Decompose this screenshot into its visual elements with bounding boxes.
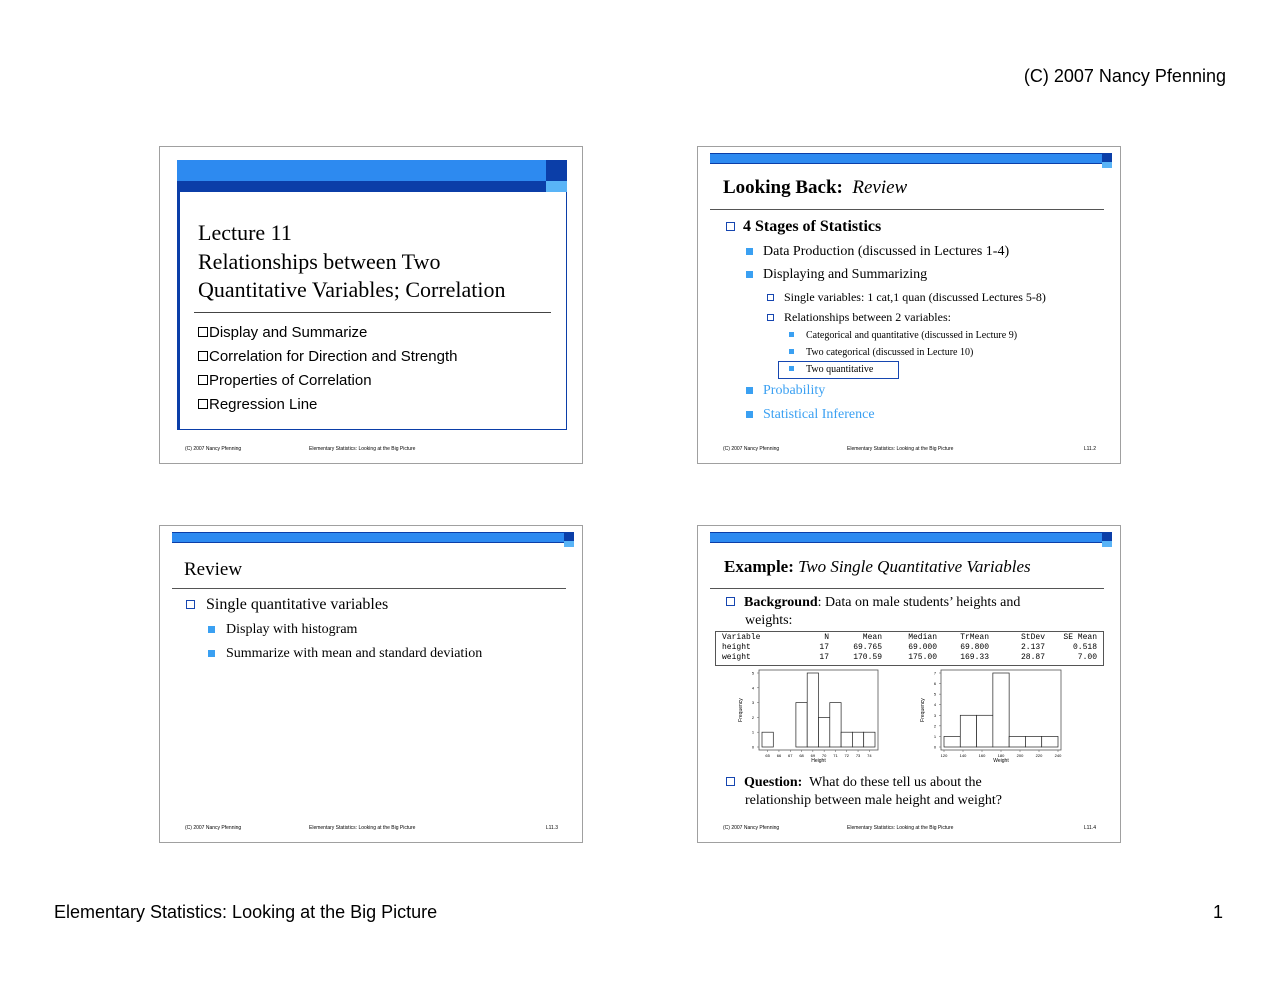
x-tick-label: 140 [959, 753, 967, 758]
table-cell: 7.00 [1077, 653, 1097, 662]
title-line-1: Lecture 11 [198, 220, 292, 245]
page-footer-title: Elementary Statistics: Looking at the Big Picture [54, 902, 438, 922]
bullet-stages [726, 218, 881, 236]
bullet-icon [789, 332, 794, 337]
bullet-icon [746, 271, 753, 278]
list-item [789, 364, 873, 375]
x-tick-label: 240 [1054, 753, 1062, 758]
question-text-cont: relationship between male height and weight? [745, 793, 1002, 808]
list-item-label: Single quantitative variables [206, 596, 389, 613]
slide-2 [697, 146, 1121, 464]
list-item-label: Display with histogram [226, 622, 358, 637]
bullet-icon [726, 777, 735, 786]
histogram-bar [1025, 736, 1041, 747]
table-cell: 69.000 [908, 643, 937, 652]
histogram-bar [977, 715, 993, 747]
title-divider [172, 588, 566, 589]
table-cell: weight [722, 653, 751, 662]
list-item [746, 383, 825, 399]
list-item [198, 324, 367, 341]
histogram-bar [1009, 736, 1025, 747]
list-item [208, 622, 357, 638]
list-item-label: Categorical and quantitative (discussed in Lecture 9) [806, 330, 1018, 341]
histogram-bar [944, 736, 960, 747]
slide-top-bar-square [564, 532, 574, 541]
question-label: Question: [744, 775, 803, 790]
list-item-label: Summarize with mean and standard deviation [226, 646, 483, 661]
slide-3 [159, 525, 583, 843]
slide-top-bar-square-light [1102, 162, 1112, 168]
table-cell: 0.518 [1072, 643, 1097, 652]
y-tick-label: 4 [933, 702, 937, 708]
table-header-cell: StDev [1020, 633, 1045, 642]
x-axis-label: Height [811, 758, 826, 764]
histogram-bar [830, 703, 841, 747]
x-tick-label: 120 [940, 753, 948, 758]
bullet-icon [767, 314, 774, 321]
slide-footer-copyright: (C) 2007 Nancy Pfenning [723, 446, 780, 452]
background-text: : Data on male students’ heights and [817, 595, 1021, 610]
list-item [208, 646, 482, 662]
title-bold: Example: [724, 557, 794, 576]
list-item [746, 267, 927, 283]
histogram-bar [960, 715, 976, 747]
x-tick-label: 69 [810, 753, 816, 758]
table-cell: 175.00 [908, 653, 937, 662]
table-header-cell: Median [908, 633, 937, 642]
table-header-cell: Mean [862, 633, 882, 642]
x-tick-label: 180 [997, 753, 1005, 758]
y-tick-label: 4 [751, 685, 755, 691]
title-divider [710, 209, 1104, 210]
title-line-3: Quantitative Variables; Correlation [198, 277, 506, 302]
table-row [722, 643, 1097, 653]
slide-footer-copyright: (C) 2007 Nancy Pfenning [723, 825, 780, 831]
table-row [722, 653, 1097, 663]
list-item-label: Data Production (discussed in Lectures 1-4) [763, 244, 1010, 259]
slide-top-bar-square [1102, 532, 1112, 541]
slide-footer-course: Elementary Statistics: Looking at the Big Picture [847, 825, 954, 831]
list-item-label: Regression Line [209, 396, 318, 413]
slide-footer-copyright: (C) 2007 Nancy Pfenning [185, 825, 242, 831]
list-item [198, 372, 372, 389]
checkbox-icon [198, 375, 208, 385]
x-tick-label: 66 [776, 753, 782, 758]
list-item-label: Statistical Inference [763, 407, 875, 422]
table-cell: 69.800 [960, 643, 989, 652]
slide-footer-course: Elementary Statistics: Looking at the Big Picture [847, 446, 954, 452]
table-cell: 17 [819, 653, 829, 662]
slide-1 [159, 146, 583, 464]
histogram-bar [807, 673, 818, 747]
histogram-bar [1042, 736, 1058, 747]
slide-top-bar-square [1102, 153, 1112, 162]
x-tick-label: 71 [833, 753, 838, 758]
histogram-bar [852, 732, 863, 747]
x-tick-label: 74 [867, 753, 872, 758]
x-tick-label: 73 [855, 753, 861, 758]
table-cell: 170.59 [853, 653, 882, 662]
bullet-icon [767, 294, 774, 301]
list-item [789, 330, 1017, 341]
bullet-icon [208, 626, 215, 633]
y-tick-label: 5 [751, 670, 755, 676]
slide-top-bar [172, 532, 564, 543]
table-header [722, 633, 1097, 643]
x-tick-label: 72 [844, 753, 849, 758]
table-header-cell: SE Mean [1063, 633, 1097, 642]
histogram-bar [864, 732, 875, 747]
bullet-label: 4 Stages of Statistics [743, 218, 882, 235]
list-item [746, 407, 875, 423]
bullet-icon [186, 600, 195, 609]
title-left-bar [177, 192, 180, 430]
list-item-label: Two categorical (discussed in Lecture 10) [806, 347, 974, 358]
slide-top-bar [710, 153, 1102, 164]
list-item-label: Probability [763, 383, 826, 398]
table-cell: 69.765 [853, 643, 882, 652]
bullet-icon [726, 597, 735, 606]
title-bold: Looking Back: [723, 177, 843, 198]
y-tick-label: 3 [751, 700, 755, 706]
slide-4-title [724, 557, 1031, 577]
table-cell: height [722, 643, 751, 652]
list-item [767, 310, 951, 325]
table-header-cell: TrMean [960, 633, 989, 642]
x-tick-label: 70 [821, 753, 827, 758]
bullet-icon [746, 248, 753, 255]
table-header-cell: N [824, 633, 829, 642]
question-text: What do these tell us about the [809, 775, 982, 790]
stats-table [715, 631, 1104, 666]
histogram-bar [841, 732, 852, 747]
checkbox-icon [198, 327, 208, 337]
slide-footer-course: Elementary Statistics: Looking at the Big Picture [309, 446, 416, 452]
title-divider [710, 588, 1104, 589]
background-text-cont: weights: [745, 613, 793, 628]
list-item-label: Properties of Correlation [209, 372, 372, 389]
y-tick-label: 0 [751, 744, 755, 750]
table-cell: 28.87 [1020, 653, 1045, 662]
y-tick-label: 5 [933, 691, 937, 697]
y-tick-label: 2 [751, 714, 755, 720]
y-tick-label: 7 [933, 670, 937, 676]
bullet-icon [726, 222, 735, 231]
background-label: Background [744, 595, 818, 610]
y-tick-label: 1 [751, 729, 755, 735]
table-cell: 17 [819, 643, 829, 652]
slide-footer-copyright: (C) 2007 Nancy Pfenning [185, 446, 242, 452]
list-item [746, 244, 1009, 260]
slide-number: L11.2 [1083, 446, 1096, 452]
y-axis-label: Frequency [920, 698, 926, 722]
slide-number: L11.4 [1083, 825, 1096, 831]
x-tick-label: 67 [788, 753, 793, 758]
list-item-label: Relationships between 2 variables: [784, 310, 951, 324]
list-item [789, 347, 973, 358]
histogram-bar [796, 703, 807, 747]
title-divider [194, 312, 551, 313]
title-italic: Two Single Quantitative Variables [798, 557, 1031, 576]
page-header: (C) 2007 Nancy Pfenning [1023, 66, 1226, 86]
list-item-label: Display and Summarize [209, 324, 368, 341]
title-band-dark [177, 181, 546, 192]
table-cell: 2.137 [1020, 643, 1045, 652]
slide-number: L11.3 [545, 825, 558, 831]
bullet-question [726, 774, 1002, 810]
histograms [698, 666, 1120, 771]
x-tick-label: 65 [765, 753, 770, 758]
slide-4 [697, 525, 1121, 843]
table-cell: 169.33 [960, 653, 989, 662]
table-header-cell: Variable [722, 633, 761, 642]
x-tick-label: 160 [978, 753, 986, 758]
slide-3-title: Review [184, 559, 243, 580]
y-tick-label: 3 [933, 712, 937, 718]
y-tick-label: 0 [933, 744, 937, 750]
bullet-icon [746, 411, 753, 418]
title-band [177, 160, 546, 181]
y-tick-label: 1 [933, 733, 937, 739]
list-item-label: Correlation for Direction and Strength [209, 348, 458, 365]
x-tick-label: 68 [799, 753, 804, 758]
list-item-label: Displaying and Summarizing [763, 267, 928, 282]
histogram-bar [819, 717, 830, 747]
checkbox-icon [198, 351, 208, 361]
slide-top-bar-square-light [1102, 541, 1112, 547]
bullet-icon [208, 650, 215, 657]
y-tick-label: 2 [933, 723, 937, 729]
list-item [198, 348, 457, 365]
x-tick-label: 220 [1035, 753, 1043, 758]
slide-footer-course: Elementary Statistics: Looking at the Big Picture [309, 825, 416, 831]
y-tick-label: 6 [933, 681, 937, 687]
title-line-2: Relationships between Two [198, 248, 441, 274]
list-item [767, 290, 1046, 305]
histogram-bar [762, 732, 773, 747]
x-tick-label: 200 [1016, 753, 1024, 758]
slide-top-bar [710, 532, 1102, 543]
title-italic: Review [852, 177, 908, 198]
slide-2-title [723, 177, 907, 199]
y-axis-label: Frequency [738, 698, 744, 722]
list-item [198, 396, 317, 413]
slide-top-bar-square-light [564, 541, 574, 547]
list-item [186, 596, 388, 614]
list-item-label: Two quantitative [806, 364, 874, 375]
bullet-background [726, 594, 1020, 630]
page-number: 1 [1212, 902, 1223, 922]
bullet-icon [789, 366, 794, 371]
slide-1-title [198, 219, 506, 305]
title-band-square-light [546, 181, 567, 192]
checkbox-icon [198, 399, 208, 409]
bullet-icon [789, 349, 794, 354]
title-band-square [546, 160, 567, 181]
x-axis-label: Weight [993, 758, 1009, 764]
list-item-label: Single variables: 1 cat,1 quan (discussed Lectures 5-8) [784, 290, 1046, 304]
bullet-icon [746, 387, 753, 394]
histogram-bar [993, 673, 1009, 747]
